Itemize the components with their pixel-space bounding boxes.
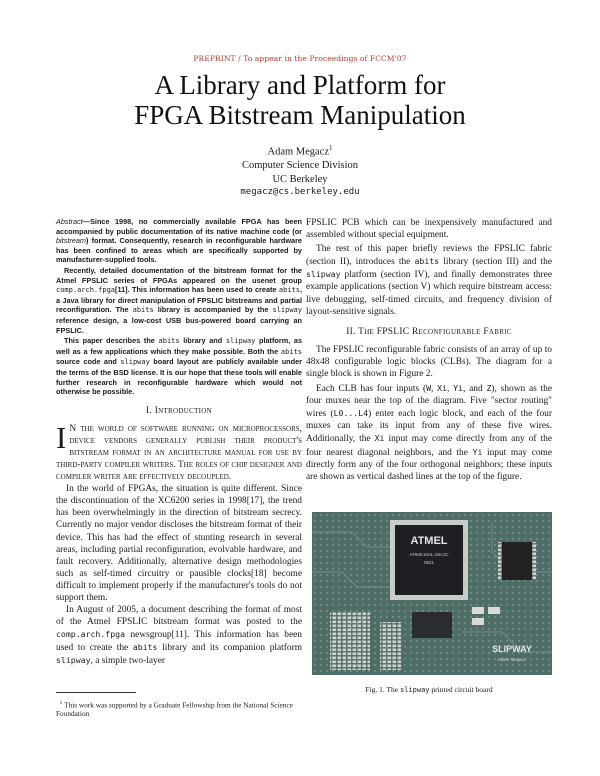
body-paragraph [56, 419, 302, 483]
secondary-chip [502, 542, 532, 580]
figure-caption [306, 685, 552, 694]
regulator-chip [412, 612, 452, 638]
code-term: comp.arch.fpga [56, 286, 116, 295]
code-term: abits [414, 256, 440, 267]
body-text: In August of 2005, a document describing the format of most of the Atmel FPSLIC bitstream format was posted to the [56, 605, 302, 628]
footnote-mark: 1 [59, 700, 63, 706]
code-term: Z [486, 383, 492, 394]
code-term: slipway [120, 358, 150, 367]
board-author-label: Adam Megacz [497, 657, 527, 662]
preprint-banner: PREPRINT / To appear in the Proceedings of FCCM'07 [193, 54, 407, 63]
code-term: slipway [400, 686, 430, 694]
introduction-body [56, 419, 302, 668]
abstract-paragraph [56, 336, 302, 397]
code-term: abits [280, 347, 302, 356]
author-name-line [0, 142, 600, 159]
code-term: slipway [272, 306, 302, 315]
body-paragraph [306, 243, 552, 318]
body-text: The rest of this paper briefly reviews the FPSLIC fabric (section II), introduces the [306, 244, 552, 268]
body-paragraph: In the world of FPGAs, the situation is quite different. Since the discontinuation of the XC6200 series in 1998[17], the trend has been overwhelmingly in the direction of bitstream secrecy. Currently no major vendor discloses the bitstream format of their device. This has had the effect of stunting research in several areas, including partial reconfiguration, evolvable hardware, and fault recovery. Additionally, alternative design methodologies such as self-timed circuitry or pausible clocks[18] become difficult to implement properly if the manufacturer's tools do not support them. [56, 484, 302, 603]
code-term: abits [132, 306, 154, 315]
abstract-text: library is accompanied by the [153, 305, 273, 315]
body-paragraph [306, 382, 552, 483]
abstract [56, 217, 302, 397]
body-text: , and [463, 384, 487, 395]
abstract-text: platform, as well as a few applications which they make possible. Both the [56, 336, 302, 356]
footnote-rule [56, 692, 136, 693]
secondary-chip-pins-left [498, 542, 502, 580]
body-text: N the world of software running on microprocessors, device vendors generally publish their product's bitstream format in an architecture manual for use by third-party compiler writers. The roles of chip designer and compiler writer are effectively decoupled. [56, 423, 302, 483]
body-text: library (section III) and the [439, 257, 552, 268]
code-term: Yi [472, 446, 483, 457]
code-term: abits [158, 337, 180, 346]
body-paragraph: FPSLIC PCB which can be inexpensively manufactured and assembled without special equipment. [306, 218, 552, 241]
board-name-label: SLIPWAY [492, 644, 532, 654]
body-paragraph: The FPSLIC reconfigurable fabric consists of an array of up to 48x48 configurable logic blocks (CLBs). The diagram for a single block is shown in Figure 2. [306, 344, 552, 379]
section-heading-introduction: I. Introduction [146, 405, 212, 416]
body-text: library and its companion platform [157, 643, 302, 654]
author-email[interactable]: megacz@cs.berkeley.edu [240, 187, 360, 197]
abstract-paragraph [56, 266, 302, 335]
title-line-2: FPGA Bitstream Manipulation [134, 100, 466, 130]
author-institution: UC Berkeley [272, 173, 328, 185]
footnote-text: This work was supported by a Graduate Fellowship from the National Science Foundation [56, 700, 293, 719]
abstract-text: [11]. This information has been used to create [115, 285, 279, 295]
code-term: Yi [453, 383, 464, 394]
paper-title [0, 70, 600, 130]
code-term: abits [132, 642, 158, 653]
fabric-body [306, 344, 552, 483]
right-intro-body [306, 217, 552, 318]
author-name: Adam Megacz [267, 146, 329, 158]
abstract-text: , a Java library for direct manipulation of FPSLIC bitstreams and partial reconfiguration. The [56, 285, 302, 315]
code-term: L0...L4 [333, 408, 369, 419]
body-text: input may come directly from any of the four nearest diagonal neighbors, and the [306, 434, 552, 458]
smd-component [472, 618, 484, 625]
body-text: , [447, 384, 454, 395]
abstract-text: board layout are publicly available under the terms of the BSD license. It is our hope that these tools will enable further research in reconfigurable hardware which would not otherwise be possible. [56, 357, 302, 397]
smd-component [488, 607, 500, 614]
code-term: slipway [56, 655, 91, 666]
smd-component [472, 607, 484, 614]
drop-cap: I [56, 419, 67, 455]
secondary-chip-pins-right [532, 542, 536, 580]
code-term: slipway [225, 337, 256, 346]
code-term: Xi [437, 383, 448, 394]
pad-array-mid [380, 622, 402, 670]
author-block [0, 142, 600, 200]
code-term: slipway [306, 269, 341, 280]
body-text: ) enter each logic block, and each of the four muxes can take its input from any of these five wires. Additionally, the [306, 409, 552, 445]
fpslic-chip [390, 520, 468, 600]
abstract-paragraph [56, 217, 302, 265]
abstract-text: Recently, detailed documentation of the bitstream format for the Atmel FPSLIC series of FPGAs appeared on the usenet group [56, 265, 302, 285]
body-text: newsgroup[11]. This information has been used to create the [56, 630, 302, 654]
body-paragraph [56, 604, 302, 667]
figure-pcb-photo [312, 512, 552, 675]
body-text: , [431, 384, 438, 395]
chip-brand: ATMEL [410, 535, 448, 547]
code-term: comp.arch.fpga [56, 629, 126, 640]
abstract-text: This paper describes the [64, 336, 159, 346]
chip-model: AT94K10AL-25AJC [409, 552, 449, 557]
body-text: , a simple two-layer [90, 656, 165, 667]
abstract-emphasis: bitstream [56, 236, 87, 246]
code-term: abits [278, 286, 300, 295]
pcb-illustration [312, 512, 552, 675]
caption-text: Fig. 1. The [365, 685, 401, 694]
title-line-1: A Library and Platform for [154, 70, 446, 100]
code-term: Xi [374, 433, 385, 444]
author-footnote-mark: 1 [329, 144, 333, 152]
body-text: ), shown as the four muxes near the top of the diagram. Five "sector routing" wires ( [306, 384, 552, 420]
abstract-text: ) format. Consequently, research in reconfigurable hardware has been confined to areas which are specifically supported by manufacturer-supplied tools. [56, 236, 302, 265]
body-text: input may come directly form any of the four orthogonal neighbors; these inputs are shown as vertical dashed lines at the top of the figure. [306, 447, 552, 482]
abstract-text: reference design, a low-cost USB bus-powered board carrying an FPSLIC. [56, 315, 302, 335]
footnote [56, 692, 302, 718]
abstract-text: library and [179, 336, 226, 346]
body-text: Each CLB has four inputs ( [316, 384, 427, 395]
body-text: platform (section IV), and finally demonstrates three example applications (section V) which require bitstream access: live debugging, self-timed circuits, and frequency division of layout-sensitive signals. [306, 270, 552, 317]
chip-code: 0521 [423, 560, 435, 565]
code-term: W [426, 383, 432, 394]
left-column [56, 217, 302, 668]
footnote-text-block [56, 699, 302, 718]
section-heading-fpslic-fabric: II. The FPSLIC Reconfigurable Fabric [346, 326, 512, 337]
abstract-text: source code and [56, 357, 121, 367]
right-column [306, 217, 552, 483]
pad-array-left [330, 612, 370, 670]
author-division: Computer Science Division [241, 160, 359, 171]
caption-text: printed circuit board [429, 685, 493, 694]
abstract-text: —Since 1998, no commercially available FPGA has been accompanied by public documentation of its native machine code (or [56, 217, 302, 236]
abstract-label: Abstract [56, 217, 83, 226]
